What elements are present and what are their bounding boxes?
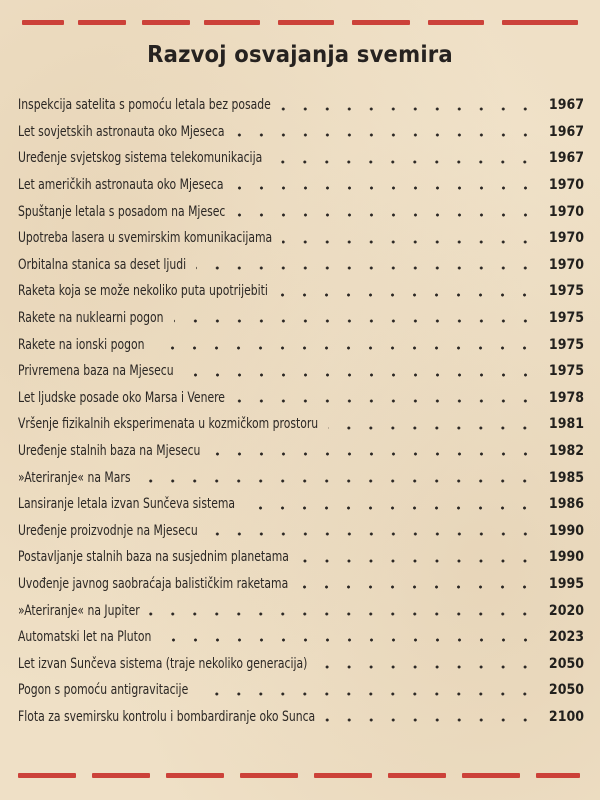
event-year: 1995 xyxy=(548,575,584,592)
timeline-row xyxy=(18,571,584,598)
red-dash xyxy=(18,773,76,778)
timeline-row xyxy=(18,597,584,624)
event-label: Automatski let na Pluton xyxy=(18,629,152,646)
event-label: Raketa koja se može nekoliko puta upotrijebiti xyxy=(18,283,268,300)
event-year: 2050 xyxy=(548,682,584,699)
dot-leader xyxy=(174,319,536,323)
red-dash xyxy=(22,20,64,25)
event-label: Flota za svemirsku kontrolu i bombardiranje oko Sunca xyxy=(18,708,316,725)
timeline-row xyxy=(18,358,584,385)
event-year: 1970 xyxy=(548,203,584,220)
red-dash xyxy=(314,773,372,778)
event-year: 1970 xyxy=(548,256,584,273)
page-title: Razvoj osvajanja svemira xyxy=(147,42,453,68)
event-label: Inspekcija satelita s pomoću letala bez posade xyxy=(18,97,271,114)
event-label: Rakete na nuklearni pogon xyxy=(18,310,164,327)
timeline-row xyxy=(18,145,584,172)
timeline-row xyxy=(18,305,584,332)
red-dash xyxy=(142,20,190,25)
timeline-row xyxy=(18,491,584,518)
dot-leader xyxy=(299,559,536,563)
dot-leader xyxy=(234,186,536,190)
bottom-red-dash-border xyxy=(0,773,600,781)
top-red-dash-border xyxy=(0,20,600,28)
event-year: 1986 xyxy=(548,496,584,513)
dot-leader xyxy=(140,479,536,483)
event-label: Rakete na ionski pogon xyxy=(18,336,145,353)
dot-leader xyxy=(325,718,536,722)
event-year: 1981 xyxy=(548,416,584,433)
dot-leader xyxy=(149,612,536,616)
event-label: Vršenje fizikalnih eksperimenata u kozmičkom prostoru xyxy=(18,416,319,433)
event-year: 1975 xyxy=(548,310,584,327)
dot-leader xyxy=(154,346,536,350)
red-dash xyxy=(78,20,126,25)
dot-leader xyxy=(235,133,536,137)
dot-leader xyxy=(184,373,537,377)
timeline-row xyxy=(18,119,584,146)
timeline-row xyxy=(18,650,584,677)
event-label: Let izvan Sunčeva sistema (traje nekoliko generacija) xyxy=(18,655,308,672)
dot-leader xyxy=(277,293,536,297)
timeline-row xyxy=(18,92,584,119)
event-label: Let ljudske posade oko Marsa i Venere xyxy=(18,389,225,406)
dot-leader xyxy=(236,213,536,217)
event-year: 1970 xyxy=(548,177,584,194)
dot-leader xyxy=(235,399,536,403)
event-year: 1978 xyxy=(548,389,584,406)
event-year: 1990 xyxy=(548,522,584,539)
dot-leader xyxy=(317,665,536,669)
event-year: 1982 xyxy=(548,443,584,460)
event-year: 1975 xyxy=(548,363,584,380)
red-dash xyxy=(240,773,298,778)
timeline-row xyxy=(18,278,584,305)
event-year: 2020 xyxy=(548,602,584,619)
event-year: 1975 xyxy=(548,283,584,300)
red-dash xyxy=(388,773,446,778)
dot-leader xyxy=(281,107,536,111)
red-dash xyxy=(204,20,260,25)
event-label: Lansiranje letala izvan Sunčeva sistema xyxy=(18,496,236,513)
event-label: Uređenje svjetskog sistema telekomunikacija xyxy=(18,150,263,167)
timeline-row xyxy=(18,544,584,571)
event-label: Upotreba lasera u svemirskim komunikacijama xyxy=(18,230,273,247)
event-label: Uvođenje javnog saobraćaja balističkim raketama xyxy=(18,575,289,592)
event-label: Orbitalna stanica sa deset ljudi xyxy=(18,256,187,273)
event-year: 1967 xyxy=(548,97,584,114)
event-year: 1967 xyxy=(548,150,584,167)
red-dash xyxy=(462,773,520,778)
dot-leader xyxy=(272,160,536,164)
event-label: Pogon s pomoću antigravitacije xyxy=(18,682,189,699)
dot-leader xyxy=(208,532,536,536)
timeline-row xyxy=(18,624,584,651)
timeline-row xyxy=(18,385,584,412)
dot-leader xyxy=(298,585,536,589)
timeline-row xyxy=(18,464,584,491)
timeline-list xyxy=(18,92,584,730)
timeline-row xyxy=(18,438,584,465)
red-dash xyxy=(352,20,410,25)
red-dash xyxy=(428,20,484,25)
timeline-row xyxy=(18,331,584,358)
event-year: 1967 xyxy=(548,123,584,140)
event-year: 1985 xyxy=(548,469,584,486)
red-dash xyxy=(536,773,580,778)
event-label: Let američkih astronauta oko Mjeseca xyxy=(18,177,224,194)
dot-leader xyxy=(196,266,536,270)
timeline-row xyxy=(18,518,584,545)
timeline-row xyxy=(18,198,584,225)
event-year: 2100 xyxy=(548,708,584,725)
red-dash xyxy=(166,773,224,778)
timeline-row xyxy=(18,252,584,279)
event-label: Spuštanje letala s posadom na Mjesec xyxy=(18,203,226,220)
event-year: 1975 xyxy=(548,336,584,353)
red-dash xyxy=(502,20,578,25)
dot-leader xyxy=(198,692,536,696)
event-label: Uređenje stalnih baza na Mjesecu xyxy=(18,443,201,460)
dot-leader xyxy=(162,638,536,642)
red-dash xyxy=(278,20,334,25)
event-label: »Ateriranje« na Jupiter xyxy=(18,602,140,619)
event-year: 2050 xyxy=(548,655,584,672)
event-year: 2023 xyxy=(548,629,584,646)
timeline-row xyxy=(18,677,584,704)
dot-leader xyxy=(282,240,536,244)
event-label: Uređenje proizvodnje na Mjesecu xyxy=(18,522,198,539)
timeline-row xyxy=(18,704,584,731)
event-year: 1990 xyxy=(548,549,584,566)
event-label: Postavljanje stalnih baza na susjednim planetama xyxy=(18,549,289,566)
event-label: »Ateriranje« na Mars xyxy=(18,469,131,486)
timeline-row xyxy=(18,225,584,252)
dot-leader xyxy=(328,426,536,430)
event-label: Let sovjetskih astronauta oko Mjeseca xyxy=(18,123,225,140)
timeline-row xyxy=(18,411,584,438)
dot-leader xyxy=(211,452,536,456)
event-year: 1970 xyxy=(548,230,584,247)
timeline-row xyxy=(18,172,584,199)
red-dash xyxy=(92,773,150,778)
dot-leader xyxy=(245,506,536,510)
event-label: Privremena baza na Mjesecu xyxy=(18,363,174,380)
